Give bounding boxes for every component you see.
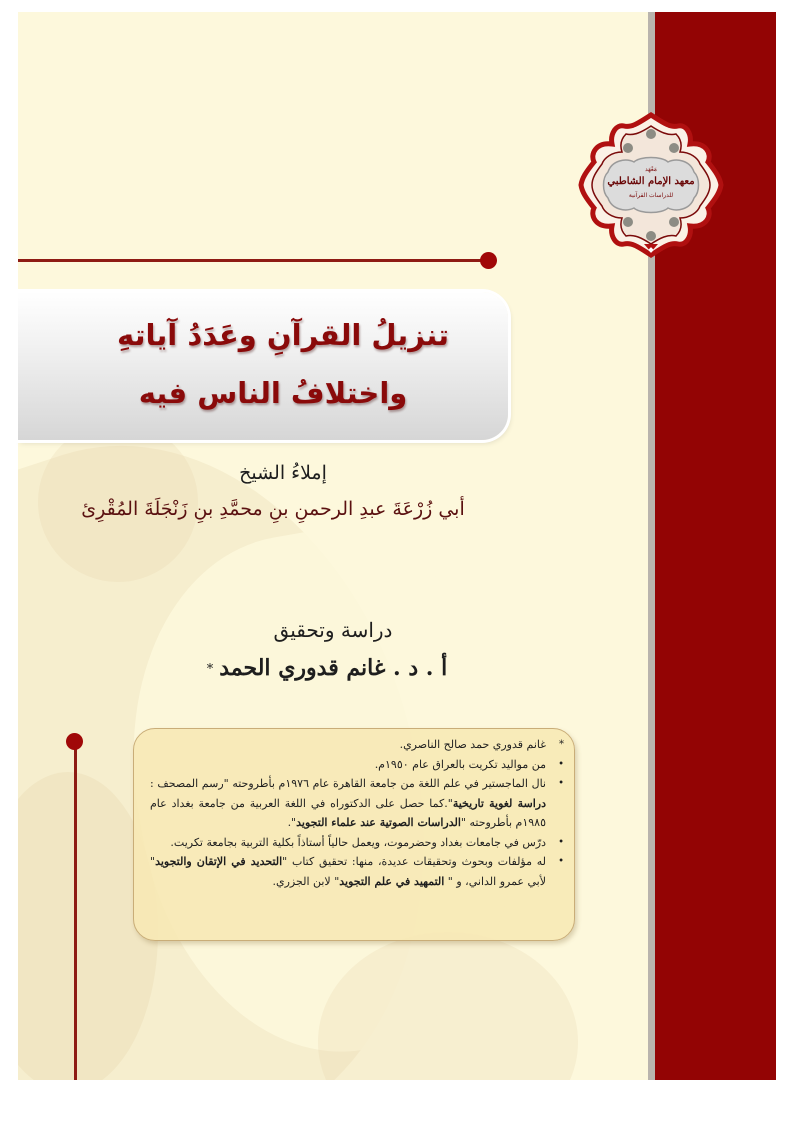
editor-name: أ . د . غانم قدوري الحمد*	[206, 655, 448, 681]
bio-item: • له مؤلفات وبحوث وتحقيقات عديدة، منها: تحقيق كتاب "التحديد في الإتقان والتجويد" لأبي عمرو الداني، و " التمهيد في علم التجويد" لابن الجزري.	[150, 852, 564, 891]
divider-line-vertical	[74, 745, 77, 1080]
divider-dot	[66, 733, 83, 750]
emblem-main-text: معهد الإمام الشاطبي	[607, 176, 695, 187]
divider-dot	[480, 252, 497, 269]
bullet-icon: •	[558, 836, 564, 848]
author-name: أبي زُرْعَةَ عبدِ الرحمنِ بنِ محمَّدِ بنِ زَنْجَلَةَ المُقْرِئ	[81, 498, 465, 520]
bio-item: • درّس في جامعات بغداد وحضرموت، ويعمل حالياً أستاذاً بكلية التربية بجامعة تكريت.	[150, 833, 564, 853]
bio-item: * غانم قدوري حمد صالح الناصري.	[150, 735, 564, 755]
book-title-line-2: واختلافُ الناس فيه	[138, 376, 408, 410]
title-box	[18, 292, 508, 440]
editor-bio-box	[133, 728, 575, 941]
institute-emblem-logo	[578, 112, 724, 258]
dictation-label: إملاءُ الشيخ	[239, 462, 327, 484]
study-label: دراسة وتحقيق	[273, 618, 393, 642]
bullet-icon: •	[558, 758, 564, 770]
bullet-icon: •	[558, 856, 564, 867]
divider-line-horizontal	[18, 259, 484, 262]
bio-list	[150, 735, 564, 891]
bullet-icon: •	[558, 778, 564, 789]
emblem-small-text: مَعْهَد	[644, 166, 658, 173]
bio-item: • من مواليد تكريت بالعراق عام ١٩٥٠م.	[150, 755, 564, 775]
emblem-sub-text: للدراسات القرآنية	[628, 192, 674, 199]
footnote-asterisk-icon: *	[206, 661, 214, 677]
asterisk-icon: *	[559, 739, 564, 750]
book-title-line-1: تنزيلُ القرآنِ وعَدَدُ آياتهِ	[117, 318, 449, 352]
bio-item: • نال الماجستير في علم اللغة من جامعة القاهرة عام ١٩٧٦م بأطروحته "رسم المصحف : دراسة لغوية تاريخية".كما حصل على الدكتوراه في اللغة العربية من جامعة بغداد عام ١٩٨٥م بأطروحته "الدراسات الصوتية عند علماء التجويد".	[150, 774, 564, 833]
